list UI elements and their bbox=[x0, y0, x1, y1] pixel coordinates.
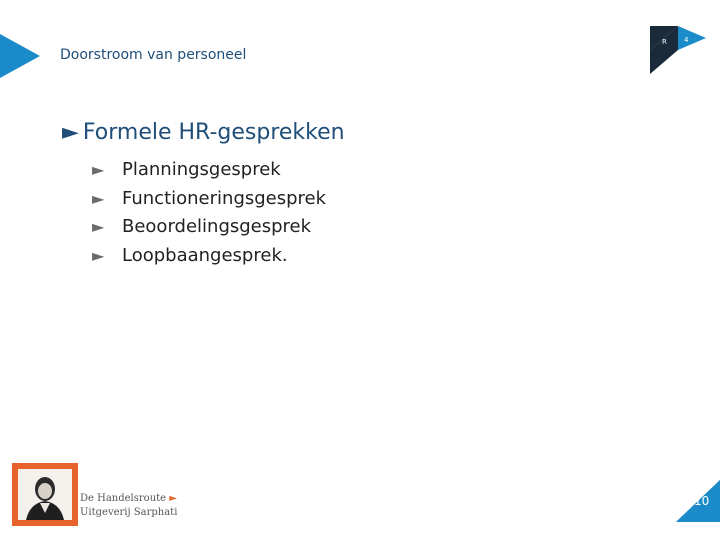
sub-bullet-list bbox=[92, 156, 326, 270]
publisher-line1: De Handelsroute bbox=[80, 493, 167, 504]
r4-logo-icon bbox=[648, 24, 708, 76]
page-number: 10 bbox=[694, 494, 710, 508]
list-item-text: Functioneringsgesprek bbox=[122, 187, 327, 209]
logo-letter-4: 4 bbox=[684, 36, 689, 44]
bullet-arrow-icon: ► bbox=[62, 120, 79, 145]
list-item bbox=[92, 213, 326, 242]
bullet-arrow-icon: ► bbox=[92, 217, 105, 236]
list-item bbox=[92, 185, 326, 214]
header-title: Doorstroom van personeel bbox=[60, 47, 247, 63]
portrait-icon bbox=[18, 469, 72, 520]
publisher-text bbox=[80, 492, 177, 520]
bullet-arrow-icon: ► bbox=[92, 188, 105, 208]
bullet-arrow-icon: ► bbox=[92, 245, 105, 265]
main-bullet-text: Formele HR-gesprekken bbox=[82, 120, 345, 145]
list-item bbox=[92, 242, 326, 271]
publisher-logo bbox=[12, 463, 78, 526]
list-item bbox=[92, 156, 326, 185]
publisher-line2: Uitgeverij Sarphati bbox=[80, 507, 178, 518]
bullet-arrow-icon: ► bbox=[92, 160, 105, 179]
list-item-text: Beoordelingsgesprek bbox=[122, 216, 312, 237]
list-item-text: Loopbaangesprek. bbox=[122, 244, 288, 266]
publisher-arrow-icon: ► bbox=[169, 493, 177, 504]
logo-letter-r: R bbox=[662, 38, 667, 46]
corner-accent bbox=[0, 34, 40, 78]
main-bullet bbox=[62, 120, 345, 145]
list-item-text: Planningsgesprek bbox=[122, 159, 281, 180]
